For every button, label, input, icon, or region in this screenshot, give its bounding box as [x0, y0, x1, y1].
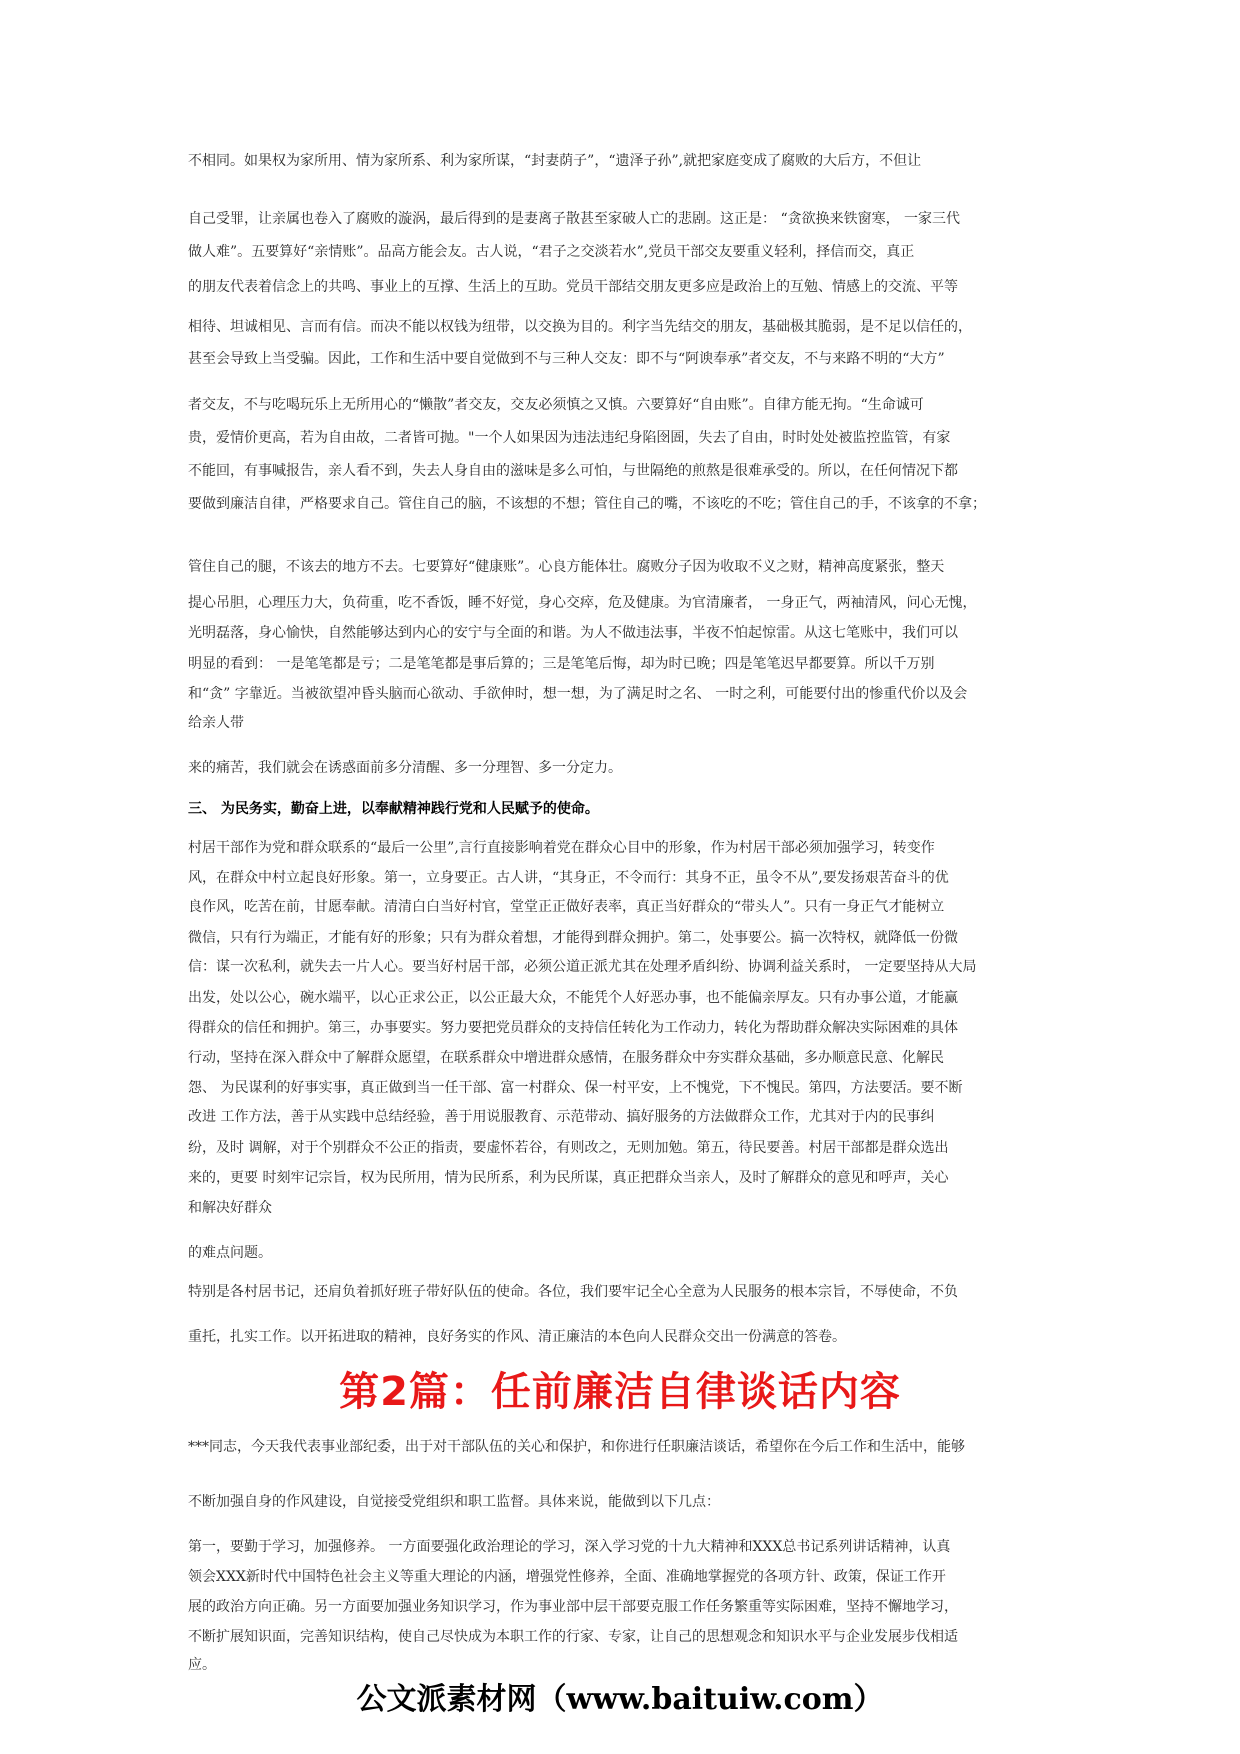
text-line: 管住自己的腿，不该去的地方不去。七要算好“健康账”。心良方能体壮。腐败分子因为收取不义之财，精神高度紧张，整天	[188, 559, 945, 575]
text-line: 光明磊落，身心愉快，自然能够达到内心的安宁与全面的和谐。为人不做违法事，半夜不怕起惊雷。从这七笔账中，我们可以	[188, 625, 958, 641]
text-line: 村居干部作为党和群众联系的“最后一公里”,言行直接影响着党在群众心目中的形象，作为村居干部必须加强学习，转变作	[188, 840, 935, 856]
text-line: 行动，坚持在深入群众中了解群众愿望，在联系群众中增进群众感情，在服务群众中夯实群众基础，多办顺意民意、化解民	[188, 1050, 944, 1066]
text-line: 出发，处以公心，碗水端平，以心正求公正，以公正最大众，不能凭个人好恶办事，也不能偏亲厚友。只有办事公道，才能赢	[188, 990, 958, 1006]
text-line: 怨、 为民谋利的好事实事，真正做到当一任干部、富一村群众、保一村平安，上不愧党，下不愧民。第四，方法要活。要不断	[188, 1080, 963, 1096]
text-line: 不断加强自身的作风建设，自觉接受党组织和职工监督。具体来说，能做到以下几点：	[188, 1494, 720, 1510]
text-line: 得群众的信任和拥护。第三，办事要实。努力要把党员群众的支持信任转化为工作动力，转化为帮助群众解决实际困难的具体	[188, 1020, 958, 1036]
text-line: 来的痛苦，我们就会在诱惑面前多分清醒、多一分理智、多一分定力。	[188, 760, 622, 776]
text-line: 要做到廉洁自律，严格要求自己。管住自己的脑，不该想的不想；管住自己的嘴，不该吃的不吃；管住自己的手，不该拿的不拿；	[188, 496, 986, 512]
text-line: 不断扩展知识面，完善知识结构，使自己尽快成为本职工作的行家、专家，让自己的思想观念和知识水平与企业发展步伐相适	[188, 1629, 958, 1645]
text-line: ***同志，今天我代表事业部纪委，出于对干部队伍的关心和保护，和你进行任职廉洁谈话，希望你在今后工作和生活中，能够	[188, 1439, 965, 1455]
text-line: 不相同。如果权为家所用、情为家所系、利为家所谋，“封妻荫子”，“遗泽子孙”,就把家庭变成了腐败的大后方，不但让	[188, 153, 922, 169]
text-line: 第一，要勤于学习，加强修养。 一方面要强化政治理论的学习，深入学习党的十九大精神和XXX总书记系列讲话精神，认真	[188, 1539, 951, 1555]
article-title: 第2篇：任前廉洁自律谈话内容	[339, 1369, 901, 1415]
text-line: 和“贪” 字靠近。当被欲望冲昏头脑而心欲动、手欲伸时，想一想，为了满足时之名、 一时之利，可能要付出的惨重代价以及会	[188, 686, 968, 702]
text-line: 微信，只有行为端正，才能有好的形象；只有为群众着想，才能得到群众拥护。第二，处事要公。搞一次特权，就降低一份微	[188, 930, 958, 946]
text-line: 信：谋一次私利，就失去一片人心。要当好村居干部，必须公道正派尤其在处理矛盾纠纷、协调利益关系时， 一定要坚持从大局	[188, 959, 977, 975]
text-line: 不能回，有事喊报告，亲人看不到，失去人身自由的滋味是多么可怕，与世隔绝的煎熬是很难承受的。所以，在任何情况下都	[188, 463, 958, 479]
text-line: 良作风，吃苦在前，甘愿奉献。清清白白当好村官，堂堂正正做好表率，真正当好群众的“带头人”。只有一身正气才能树立	[188, 899, 945, 915]
text-line: 相待、坦诚相见、言而有信。而决不能以权钱为纽带，以交换为目的。利字当先结交的朋友，基础极其脆弱，是不足以信任的，	[188, 319, 972, 335]
text-line: 者交友，不与吃喝玩乐上无所用心的“懒散”者交友，交友必须慎之又慎。六要算好“自由账”。自律方能无拘。“生命诚可	[188, 397, 924, 413]
footer-watermark: 公文派素材网（www.baituiw.com）	[356, 1682, 884, 1717]
text-line: 和解决好群众	[188, 1200, 272, 1216]
text-line: 展的政治方向正确。另一方面要加强业务知识学习，作为事业部中层干部要克服工作任务繁重等实际困难，坚持不懈地学习，	[188, 1599, 958, 1615]
text-line: 应。	[188, 1657, 216, 1673]
text-line: 改进 工作方法，善于从实践中总结经验，善于用说服教育、示范带动、搞好服务的方法做群众工作，尤其对于内的民事纠	[188, 1109, 935, 1125]
text-line: 提心吊胆，心理压力大，负荷重，吃不香饭，睡不好觉，身心交瘁，危及健康。为官清廉者， 一身正气，两袖清风，问心无愧，	[188, 595, 977, 611]
text-line: 给亲人带	[188, 715, 244, 731]
text-line: 领会XXX新时代中国特色社会主义等重大理论的内涵，增强党性修养，全面、准确地掌握党的各项方针、政策，保证工作开	[188, 1569, 946, 1585]
text-line: 纷，及时 调解，对于个别群众不公正的指责，要虚怀若谷，有则改之，无则加勉。第五，待民要善。村居干部都是群众选出	[188, 1140, 949, 1156]
text-line: 的难点问题。	[188, 1245, 272, 1261]
text-line: 自己受罪，让亲属也卷入了腐败的漩涡，最后得到的是妻离子散甚至家破人亡的悲剧。这正是： “贪欲换来铁窗寒， 一家三代	[188, 211, 961, 227]
text-line: 明显的看到： 一是笔笔都是亏；二是笔笔都是事后算的；三是笔笔后悔，却为时已晚；四是笔笔迟早都要算。所以千万别	[188, 656, 935, 672]
text-line: 甚至会导致上当受骗。因此，工作和生活中要自觉做到不与三种人交友：即不与“阿谀奉承”者交友，不与来路不明的“大方”	[188, 351, 945, 367]
text-line: 来的，更要 时刻牢记宗旨，权为民所用，情为民所系，利为民所谋，真正把群众当亲人，及时了解群众的意见和呼声，关心	[188, 1170, 949, 1186]
text-line: 风，在群众中村立起良好形象。第一，立身要正。古人讲，“其身正，不令而行：其身不正，虽令不从”,要发扬艰苦奋斗的优	[188, 870, 949, 886]
text-line: 的朋友代表着信念上的共鸣、事业上的互撑、生活上的互助。党员干部结交朋友更多应是政治上的互勉、情感上的交流、平等	[188, 279, 958, 295]
text-line: 做人难”。五要算好“亲情账”。品高方能会友。古人说，“君子之交淡若水”,党员干部交友要重义轻利，择信而交，真正	[188, 244, 915, 260]
text-line: 贵，爱情价更高，若为自由故，二者皆可抛。"一个人如果因为违法违纪身陷囹圄，失去了自由，时时处处被监控监管，有家	[188, 430, 951, 446]
section-heading: 三、 为民务实，勤奋上进，以奉献精神践行党和人民赋予的使命。	[188, 801, 599, 817]
text-line: 重托，扎实工作。以开拓进取的精神，良好务实的作风、清正廉洁的本色向人民群众交出一份满意的答卷。	[188, 1329, 846, 1345]
text-line: 特别是各村居书记，还肩负着抓好班子带好队伍的使命。各位，我们要牢记全心全意为人民服务的根本宗旨，不辱使命，不负	[188, 1284, 958, 1300]
